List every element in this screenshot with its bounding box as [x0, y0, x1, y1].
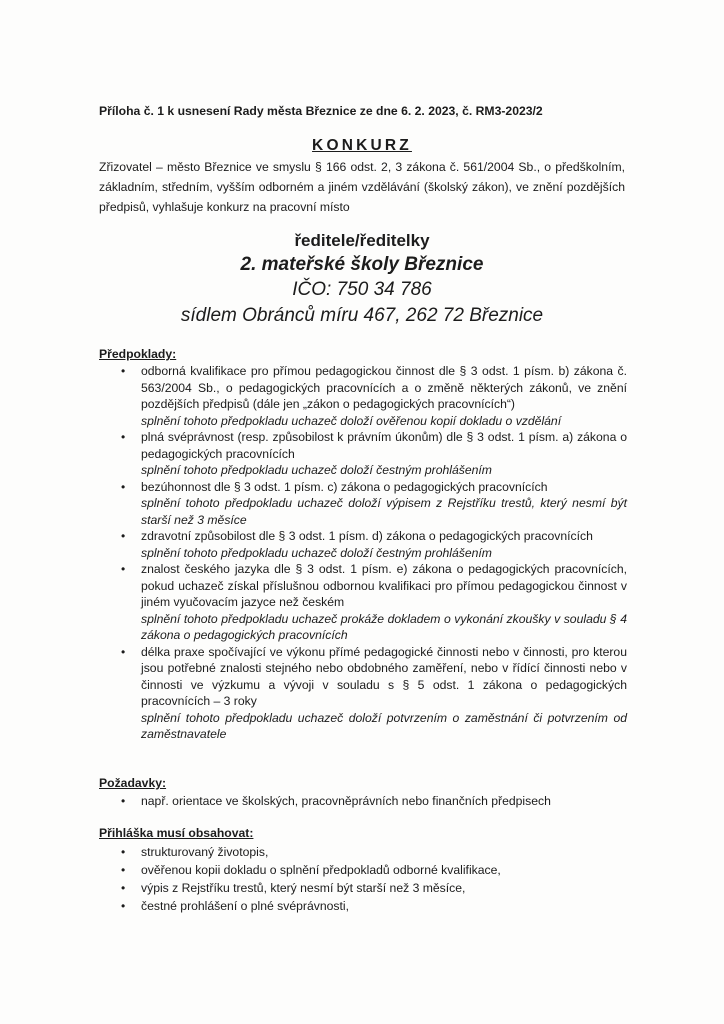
list-item	[99, 792, 627, 810]
document-title: KONKURZ	[312, 137, 412, 154]
list-item	[99, 561, 627, 644]
application-item-text: výpis z Rejstříku trestů, který nesmí být starší než 3 měsíce,	[141, 881, 466, 895]
requirement-text: odborná kvalifikace pro přímou pedagogickou činnost dle § 3 odst. 1 písm. b) zákona č. 563/2004 Sb., o pedagogických pracovnících a o změně některých zákonů, ve znění pozdějších předpisů (dále jen „zákon o pedagogických pracovnících“)	[141, 364, 627, 411]
requirement-note: splnění tohoto předpokladu uchazeč prokáže dokladem o vykonání zkoušky v souladu § 4 zákona o pedagogických pracovnících	[141, 611, 627, 642]
application-item-text: strukturovaný životopis,	[141, 845, 269, 859]
annex-line: Příloha č. 1 k usnesení Rady města Březnice ze dne 6. 2. 2023, č. RM3-2023/2	[99, 104, 543, 118]
requirement-text: plná svéprávnost (resp. způsobilost k právním úkonům) dle § 3 odst. 1 písm. a) zákona o pedagogických pracovnících	[141, 430, 627, 461]
predpoklady-list	[99, 363, 627, 743]
list-item	[99, 861, 627, 879]
requirement-note: splnění tohoto předpokladu uchazeč doloží potvrzením o zaměstnání či potvrzením od zaměstnavatele	[141, 710, 627, 741]
pozadavky-list	[99, 792, 627, 810]
school-ico: IČO: 750 34 786	[292, 279, 432, 300]
requirement-text: zdravotní způsobilost dle § 3 odst. 1 písm. d) zákona o pedagogických pracovnících	[141, 529, 593, 543]
requirement-text: např. orientace ve školských, pracovněprávních nebo finančních předpisech	[141, 794, 551, 808]
bullet-icon: •	[121, 899, 126, 913]
requirement-note: splnění tohoto předpokladu uchazeč doloží čestným prohlášením	[141, 545, 492, 560]
list-item	[99, 429, 627, 479]
bullet-icon: •	[121, 845, 126, 859]
list-item	[99, 479, 627, 529]
prihlaska-list	[99, 843, 627, 915]
bullet-icon: •	[121, 562, 126, 576]
bullet-icon: •	[121, 863, 126, 877]
requirement-text: délka praxe spočívající ve výkonu přímé pedagogické činnosti nebo v činnosti, pro kterou jsou potřebné znalosti stejného nebo obdobného zaměření, nebo v řídící činnosti nebo v činnosti ve výzkumu a vývoji v souladu s § 5 odst. 1 zákona o pedagogických pracovnících – 3 roky	[141, 644, 627, 708]
intro-paragraph: Zřizovatel – město Březnice ve smyslu § 166 odst. 2, 3 zákona č. 561/2004 Sb., o předškolním, základním, středním, vyšším odborném a jiném vzdělávání (školský zákon), ve znění pozdějších předpisů, vyhlašuje konkurz na pracovní místo	[99, 160, 625, 214]
bullet-icon: •	[121, 644, 126, 659]
prihlaska-heading: Přihláška musí obsahovat:	[99, 826, 254, 840]
list-item	[99, 644, 627, 743]
list-item	[99, 843, 627, 861]
application-item-text: čestné prohlášení o plné svéprávnosti,	[141, 899, 349, 913]
bullet-icon: •	[121, 479, 126, 494]
pozadavky-heading: Požadavky:	[99, 776, 167, 790]
school-name: 2. mateřské školy Březnice	[240, 254, 484, 275]
requirement-text: znalost českého jazyka dle § 3 odst. 1 písm. e) zákona o pedagogických pracovnících, pokud uchazeč získal příslušnou odbornou kvalifikaci pro přímou pedagogickou činnost v jiném vyučovacím jazyce než českém	[141, 562, 627, 609]
list-item	[99, 363, 627, 429]
application-item-text: ověřenou kopii dokladu o splnění předpokladů odborné kvalifikace,	[141, 863, 501, 877]
bullet-icon: •	[121, 529, 126, 543]
bullet-icon: •	[121, 430, 126, 444]
bullet-icon: •	[121, 881, 126, 895]
bullet-icon: •	[121, 364, 126, 378]
requirement-note: splnění tohoto předpokladu uchazeč doloží výpisem z Rejstříku trestů, který nesmí být starší než 3 měsíce	[141, 496, 627, 527]
requirement-note: splnění tohoto předpokladu uchazeč doloží ověřenou kopií dokladu o vzdělání	[141, 413, 562, 428]
requirement-note: splnění tohoto předpokladu uchazeč doloží čestným prohlášením	[141, 463, 492, 477]
list-item	[99, 879, 627, 897]
position-title: ředitele/ředitelky	[294, 231, 430, 250]
school-address: sídlem Obránců míru 467, 262 72 Březnice	[180, 305, 544, 326]
list-item	[99, 528, 627, 561]
predpoklady-heading: Předpoklady:	[99, 347, 177, 361]
list-item	[99, 897, 627, 915]
requirement-text: bezúhonnost dle § 3 odst. 1 písm. c) zákona o pedagogických pracovnících	[141, 479, 548, 494]
bullet-icon: •	[121, 794, 126, 808]
